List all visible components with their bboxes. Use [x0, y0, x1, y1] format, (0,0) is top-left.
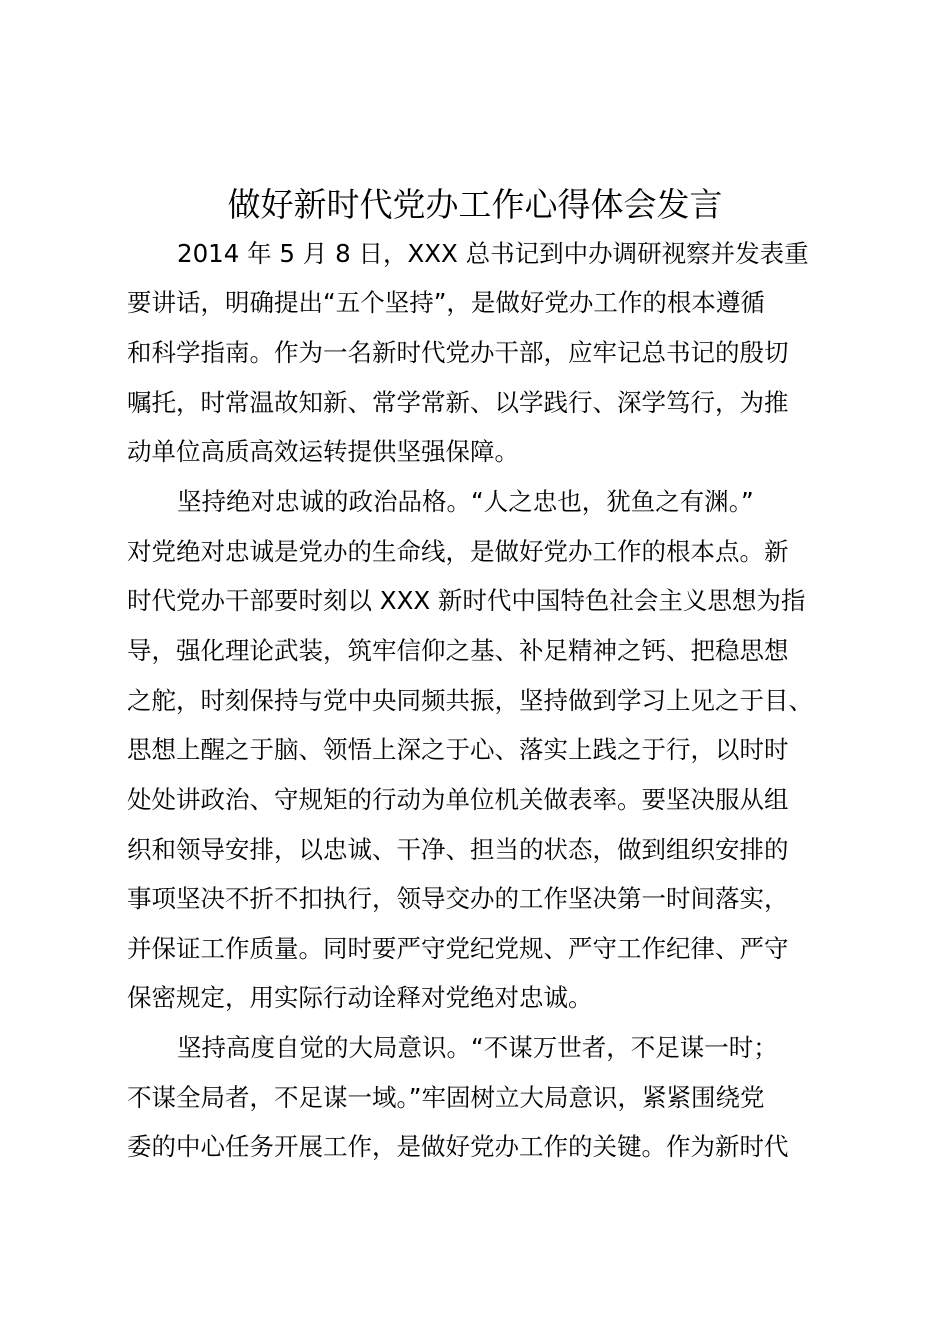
paragraph-1-line-3: 和科学指南。作为一名新时代党办干部，应牢记总书记的殷切	[127, 338, 789, 367]
paragraph-2-line-8: 织和领导安排，以忠诚、干净、担当的状态，做到组织安排的	[127, 835, 789, 864]
paragraph-2-line-3: 时代党办干部要时刻以 XXX 新时代中国特色社会主义思想为指	[127, 586, 806, 615]
paragraph-2-line-1: 坚持绝对忠诚的政治品格。“人之忠也，犹鱼之有渊。”	[177, 487, 754, 516]
document-title: 做好新时代党办工作心得体会发言	[227, 185, 723, 224]
paragraph-2-line-7: 处处讲政治、守规矩的行动为单位机关做表率。要坚决服从组	[127, 785, 789, 814]
paragraph-2-line-4: 导，强化理论武装，筑牢信仰之基、补足精神之钙、把稳思想	[127, 636, 789, 665]
paragraph-2-line-9: 事项坚决不折不扣执行，领导交办的工作坚决第一时间落实，	[127, 884, 789, 913]
paragraph-1-line-4: 嘱托，时常温故知新、常学常新、以学践行、深学笃行，为推	[127, 388, 789, 417]
paragraph-1-line-2: 要讲话，明确提出“五个坚持”，是做好党办工作的根本遵循	[127, 288, 765, 317]
paragraph-1-line-5: 动单位高质高效运转提供坚强保障。	[127, 437, 519, 466]
paragraph-2-line-11: 保密规定，用实际行动诠释对党绝对忠诚。	[127, 983, 593, 1012]
paragraph-1-line-1: 2014 年 5 月 8 日，XXX 总书记到中办调研视察并发表重	[177, 239, 809, 268]
paragraph-3-line-1: 坚持高度自觉的大局意识。“不谋万世者，不足谋一时；	[177, 1033, 778, 1062]
paragraph-2-line-6: 思想上醒之于脑、领悟上深之于心、落实上践之于行，以时时	[127, 735, 789, 764]
paragraph-3-line-2: 不谋全局者，不足谋一域。”牢固树立大局意识，紧紧围绕党	[127, 1083, 765, 1112]
paragraph-3-line-3: 委的中心任务开展工作，是做好党办工作的关键。作为新时代	[127, 1132, 789, 1161]
paragraph-2-line-5: 之舵，时刻保持与党中央同频共振，坚持做到学习上见之于目、	[127, 686, 813, 715]
paragraph-2-line-10: 并保证工作质量。同时要严守党纪党规、严守工作纪律、严守	[127, 934, 789, 963]
paragraph-2-line-2: 对党绝对忠诚是党办的生命线，是做好党办工作的根本点。新	[127, 537, 789, 566]
